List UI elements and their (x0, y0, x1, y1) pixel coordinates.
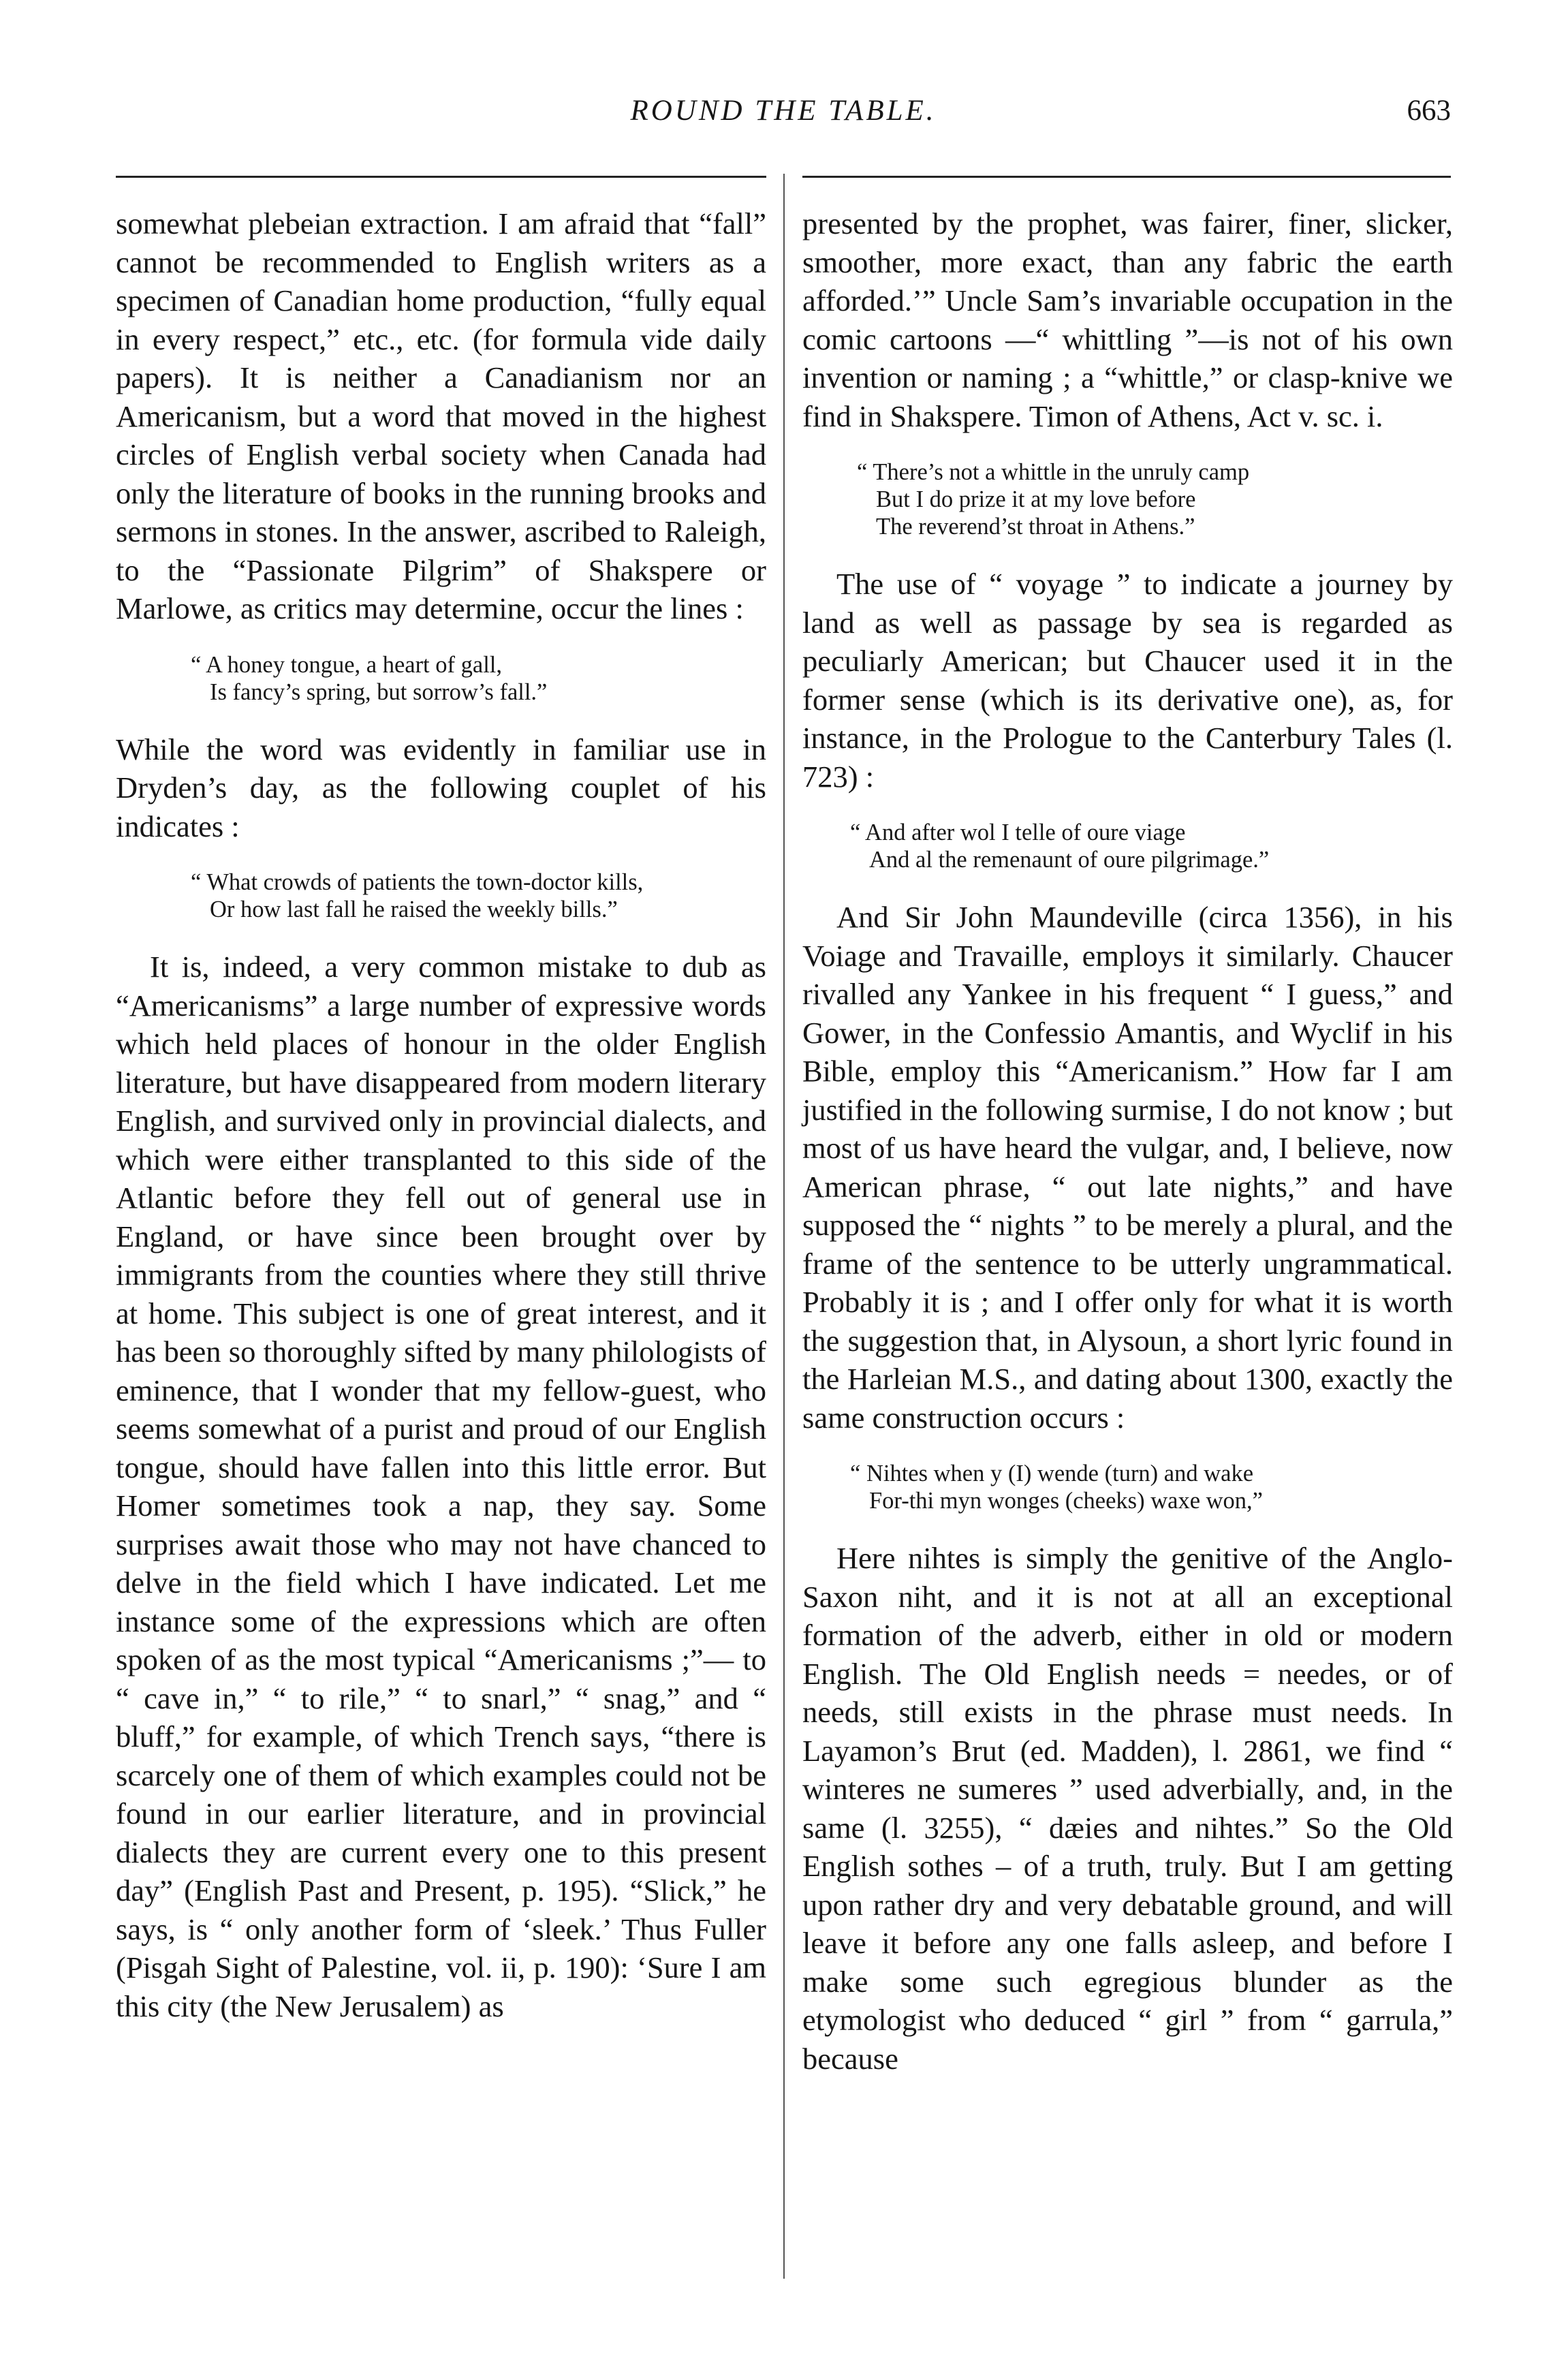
verse-line: “ Nihtes when y (I) wende (turn) and wake (850, 1461, 1254, 1486)
paragraph: The use of “ voyage ” to indicate a journey by land as well as passage by sea is regarded as peculiarly American; but Chaucer used it in the former sense (which is its derivative one), as, for instance, in the Prologue to the Canterbury Tales (l. 723) : (802, 567, 1453, 794)
verse-quote (850, 1460, 1368, 1514)
paragraph: While the word was evidently in familiar use in Dryden’s day, as the following couplet of his indicates : (116, 732, 766, 843)
paragraph: presented by the prophet, was fairer, finer, slicker, smoother, more exact, than any fabric the earth afforded.’” Uncle Sam’s invariable occupation in the comic cartoons —“ whittling ”—is not of his own invention or naming ; a “whittle,” or clasp-knive we find in Shakspere. Timon of Athens, Act v. sc. i. (802, 206, 1453, 433)
verse-line: But I do prize it at my love before (876, 486, 1196, 512)
verse-line: Or how last fall he raised the weekly bills.” (210, 896, 618, 922)
paragraph: And Sir John Maundeville (circa 1356), in his Voiage and Travaille, employs it similarly. Chaucer rivalled any Yankee in his frequent “ I guess,” and Gower, in the Confessio Amantis, and Wyclif in his Bible, employ this “Americanism.” How far I am justified in the following surmise, I do not know ; but most of us have heard the vulgar, and, I believe, now American phrase, “ out late nights,” and have supposed the “ nights ” to be merely a plural, and the frame of the sentence to be utterly ungrammatical. Probably it is ; and I offer only for what it is worth the suggestion that, in Alysoun, a short lyric found in the Harleian M.S., and dating about 1300, exactly the same construction occurs : (802, 900, 1453, 1435)
left-column (116, 204, 766, 2025)
verse-quote (857, 458, 1375, 540)
running-title: ROUND THE TABLE. (630, 95, 937, 127)
page-number: 663 (1407, 95, 1451, 127)
verse-quote (191, 651, 708, 706)
verse-quote (191, 869, 708, 923)
paragraph: Here nihtes is simply the genitive of the Anglo-Saxon niht, and it is not at all an exceptional formation of the adverb, either in old or modern English. The Old English needs = needes, or of needs, still exists in the phrase must needs. In Layamon’s Brut (ed. Madden), l. 2861, we find “ winteres ne sumeres ” used adverbially, and, in the same (l. 3255), “ dæies and nihtes.” So the Old English sothes – of a truth, truly. But I am getting upon rather dry and very debatable ground, and will leave it before any one falls asleep, and before I make some such egregious blunder as the etymologist who deduced “ girl ” from “ garrula,” because (802, 1541, 1453, 2076)
verse-line: “ A honey tongue, a heart of gall, (191, 651, 502, 678)
verse-line: “ And after wol I telle of oure viage (850, 820, 1186, 845)
paragraph: somewhat plebeian extraction. I am afraid that “fall” cannot be recommended to English writers as a specimen of Canadian home production, “fully equal in every respect,” etc., etc. (for formula vide daily papers). It is neither a Canadianism nor an Americanism, but a word that moved in the highest circles of English verbal society when Canada had only the literature of books in the running brooks and sermons in stones. In the answer, ascribed to Raleigh, to the “Passionate Pilgrim” of Shakspere or Marlowe, as critics may determine, occur the lines : (116, 206, 766, 625)
verse-line: The reverend’st throat in Athens.” (876, 514, 1195, 540)
paragraph: It is, indeed, a very common mistake to dub as “Americanisms” a large number of expressive words which held places of honour in the older English literature, but have disappeared from modern literary English, and survived only in provincial dialects, and which were either transplanted to this side of the Atlantic before they fell out of general use in England, or have since been brought over by immigrants from the counties where they still thrive at home. This subject is one of great interest, and it has been so thoroughly sifted by many philologists of eminence, that I wonder that my fellow-guest, who seems somewhat of a purist and proud of our English tongue, should have fallen into this little error. But Homer sometimes took a nap, they say. Some surprises await those who may not have chanced to delve in the field which I have indicated. Let me instance some of the expressions which are often spoken of as the most typical “Americanisms ;”— to “ cave in,” “ to rile,” “ to snarl,” “ snag,” and “ bluff,” for example, of which Trench says, “there is scarcely one of them of which examples could not be found in our earlier literature, and in provincial dialects they are current every one to this present day” (English Past and Present, p. 195). “Slick,” he says, is “ only another form of ‘sleek.’ Thus Fuller (Pisgah Sight of Palestine, vol. ii, p. 190): ‘Sure I am this city (the New Jerusalem) as (116, 950, 766, 2023)
verse-quote (850, 819, 1368, 873)
right-column (802, 204, 1453, 2078)
column-divider (783, 174, 785, 2279)
verse-line: And al the remenaunt of oure pilgrimage.” (869, 847, 1270, 873)
verse-line: “ There’s not a whittle in the unruly camp (857, 459, 1250, 485)
verse-line: “ What crowds of patients the town-doctor kills, (191, 869, 644, 895)
verse-line: For-thi myn wonges (cheeks) waxe won,” (869, 1488, 1263, 1514)
verse-line: Is fancy’s spring, but sorrow’s fall.” (210, 679, 548, 705)
page-header (116, 94, 1451, 142)
header-rule-right (802, 176, 1451, 178)
header-rule-left (116, 176, 766, 178)
